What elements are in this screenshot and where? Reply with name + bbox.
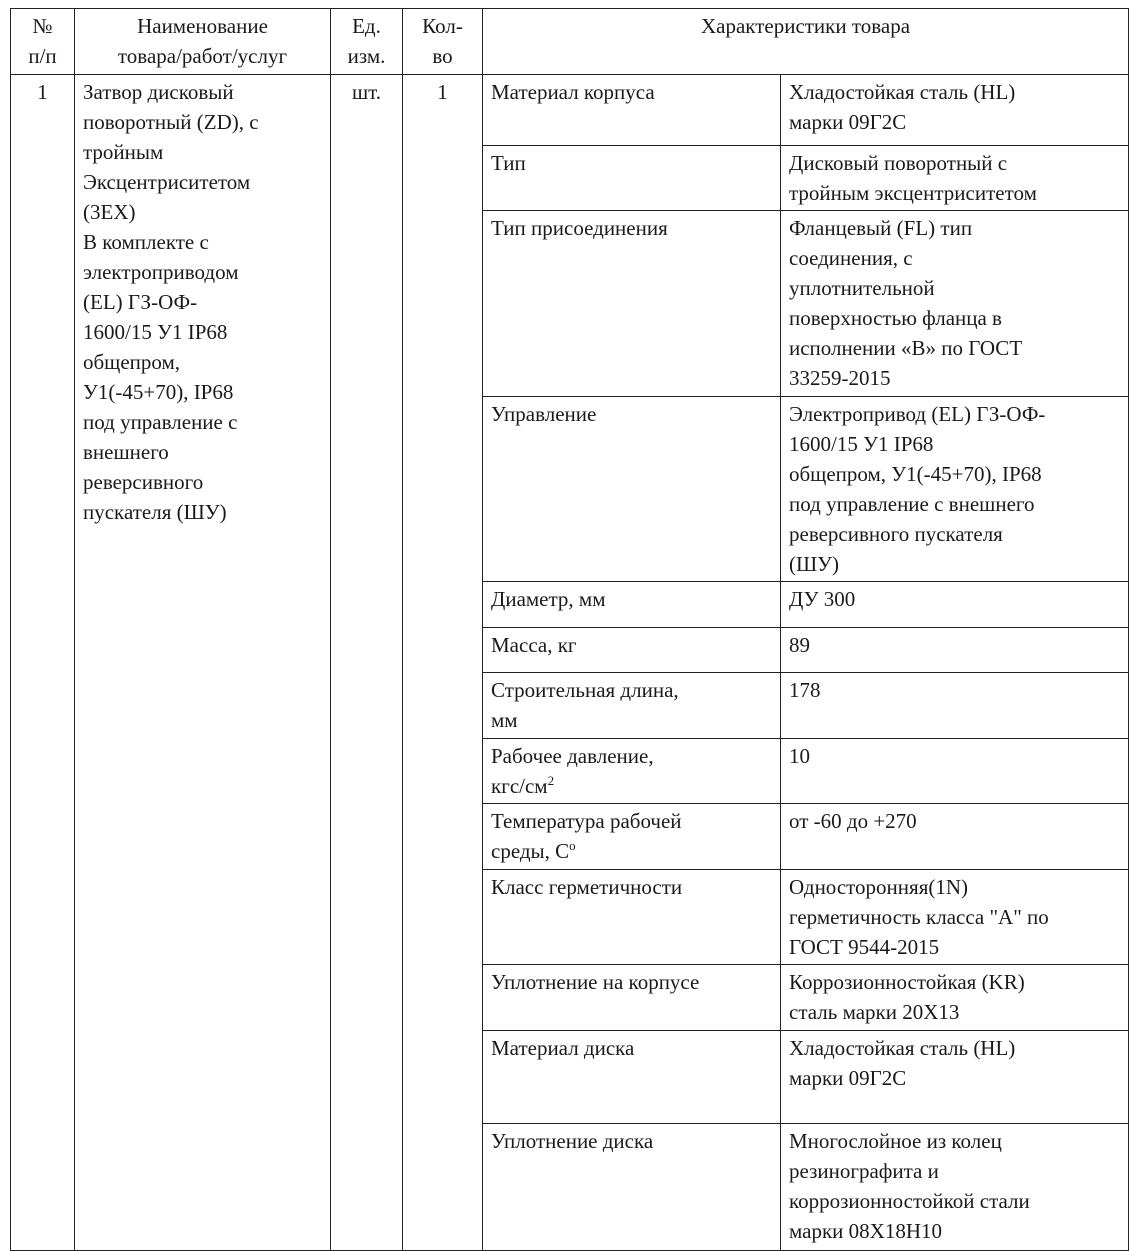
param-value: Хладостойкая сталь (HL) марки 09Г2С — [781, 75, 1129, 146]
header-qty: Кол- во — [403, 9, 483, 75]
param-name: Уплотнение на корпусе — [483, 965, 781, 1031]
table-row — [11, 75, 1129, 146]
item-unit: шт. — [331, 75, 403, 1251]
spec-sheet — [10, 8, 1128, 1243]
item-quantity: 1 — [403, 75, 483, 1251]
spec-table — [10, 8, 1129, 1251]
param-name: Управление — [483, 397, 781, 582]
param-value: Дисковый поворотный с тройным эксцентриситетом — [781, 146, 1129, 211]
param-name: Уплотнение диска — [483, 1124, 781, 1251]
header-num: № п/п — [11, 9, 75, 75]
param-value: от -60 до +270 — [781, 804, 1129, 870]
header-name: Наименование товара/работ/услуг — [75, 9, 331, 75]
param-value: Многослойное из колец резинографита и коррозионностойкой стали марки 08Х18Н10 — [781, 1124, 1129, 1251]
item-name: Затвор дисковый поворотный (ZD), с тройным Эксцентриситетом (3EX) В комплекте с электроприводом (EL) ГЗ-ОФ- 1600/15 У1 IP68 общепром, У1(-45+70), IP68 под управление с внешнего реверсивного пускателя (ШУ) — [75, 75, 331, 1251]
param-name: Материал корпуса — [483, 75, 781, 146]
param-value: Электропривод (EL) ГЗ-ОФ- 1600/15 У1 IP68 общепром, У1(-45+70), IP68 под управление с внешнего реверсивного пускателя (ШУ) — [781, 397, 1129, 582]
superscript: 2 — [547, 773, 555, 788]
param-value: Хладостойкая сталь (HL) марки 09Г2С — [781, 1031, 1129, 1124]
param-value: Коррозионностойкая (KR) сталь марки 20Х13 — [781, 965, 1129, 1031]
param-name: Диаметр, мм — [483, 582, 781, 628]
param-value: Односторонняя(1N) герметичность класса "А" по ГОСТ 9544-2015 — [781, 870, 1129, 965]
header-characteristics: Характеристики товара — [483, 9, 1129, 75]
param-value: 178 — [781, 673, 1129, 739]
param-name: Материал диска — [483, 1031, 781, 1124]
param-name: Тип — [483, 146, 781, 211]
param-name: Температура рабочей среды, $С^о$ — [483, 804, 781, 870]
item-number: 1 — [11, 75, 75, 1251]
param-name: Рабочее давление, кгс/$см^2$ — [483, 739, 781, 804]
param-value: Фланцевый (FL) тип соединения, с уплотнительной поверхностью фланца в исполнении «В» по ГОСТ 33259-2015 — [781, 211, 1129, 397]
param-name: Класс герметичности — [483, 870, 781, 965]
header-unit: Ед. изм. — [331, 9, 403, 75]
param-value: 10 — [781, 739, 1129, 804]
param-name: Тип присоединения — [483, 211, 781, 397]
param-value: ДУ 300 — [781, 582, 1129, 628]
superscript: о — [569, 838, 576, 853]
param-value: 89 — [781, 628, 1129, 673]
param-name: Строительная длина, мм — [483, 673, 781, 739]
param-name: Масса, кг — [483, 628, 781, 673]
header-row — [11, 9, 1129, 75]
